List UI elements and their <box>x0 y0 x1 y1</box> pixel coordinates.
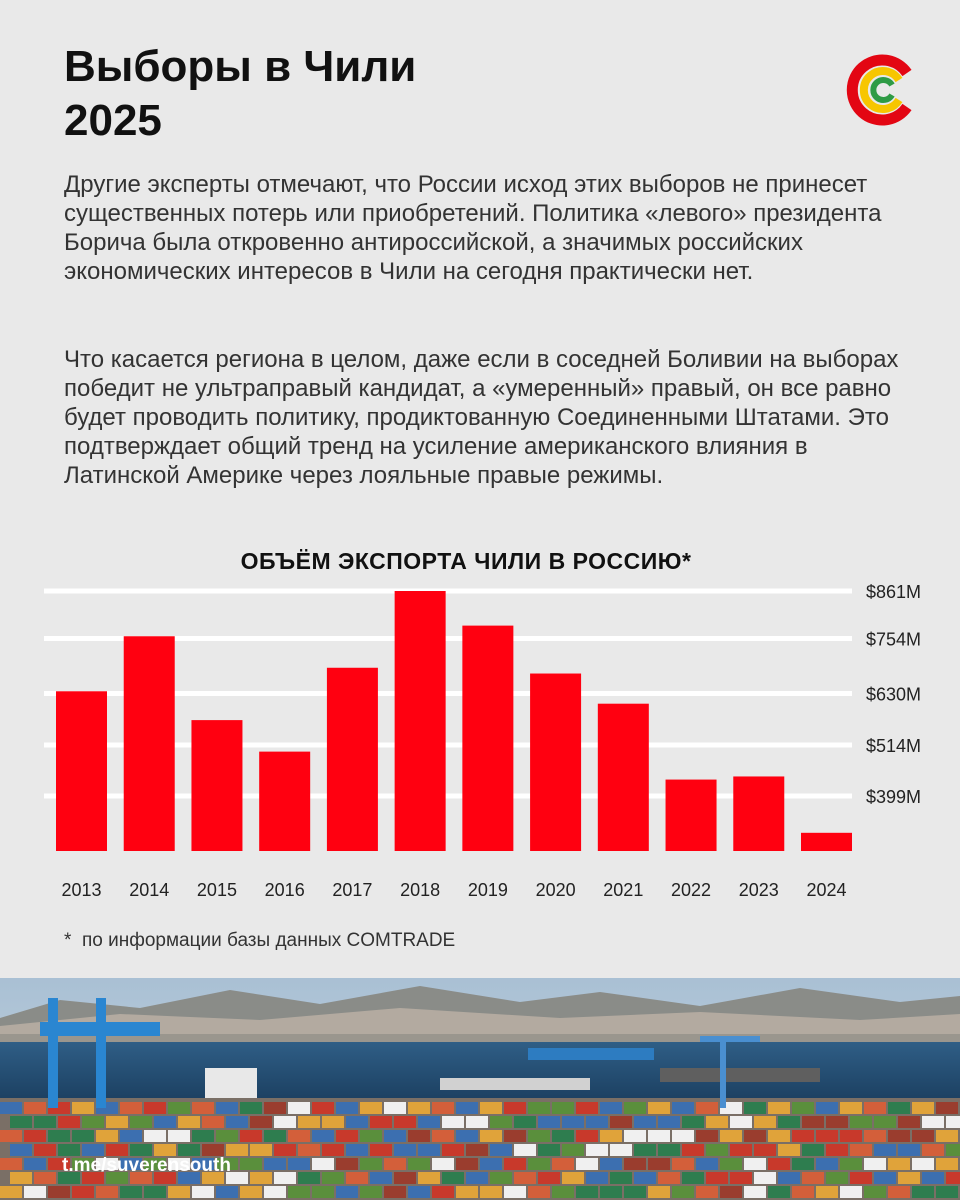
container-block <box>384 1186 406 1198</box>
container-block <box>418 1172 440 1184</box>
container-block <box>586 1116 608 1128</box>
container-block <box>178 1116 200 1128</box>
container-block <box>672 1102 694 1114</box>
container-block <box>754 1172 776 1184</box>
container-block <box>384 1130 406 1142</box>
container-block <box>912 1102 934 1114</box>
container-block <box>672 1158 694 1170</box>
container-block <box>840 1158 862 1170</box>
container-block <box>576 1130 598 1142</box>
container-block <box>720 1130 742 1142</box>
container-block <box>744 1186 766 1198</box>
container-block <box>850 1172 872 1184</box>
container-block <box>288 1130 310 1142</box>
container-block <box>634 1116 656 1128</box>
container-block <box>408 1186 430 1198</box>
container-block <box>792 1158 814 1170</box>
container-block <box>946 1144 960 1156</box>
container-block <box>432 1102 454 1114</box>
container-block <box>610 1172 632 1184</box>
container-block <box>370 1144 392 1156</box>
container-block <box>456 1102 478 1114</box>
container-block <box>562 1116 584 1128</box>
container-block <box>946 1172 960 1184</box>
container-block <box>538 1172 560 1184</box>
container-block <box>912 1186 934 1198</box>
container-block <box>120 1130 142 1142</box>
container-block <box>648 1186 670 1198</box>
container-block <box>336 1102 358 1114</box>
container-block <box>192 1130 214 1142</box>
container-block <box>528 1130 550 1142</box>
container-block <box>456 1186 478 1198</box>
container-block <box>346 1172 368 1184</box>
container-block <box>480 1102 502 1114</box>
container-block <box>552 1158 574 1170</box>
container-block <box>0 1186 22 1198</box>
container-block <box>34 1144 56 1156</box>
container-block <box>802 1116 824 1128</box>
container-block <box>72 1102 94 1114</box>
container-block <box>706 1172 728 1184</box>
container-block <box>168 1102 190 1114</box>
container-block <box>192 1186 214 1198</box>
container-block <box>360 1186 382 1198</box>
container-block <box>850 1116 872 1128</box>
container-block <box>888 1102 910 1114</box>
container-block <box>466 1172 488 1184</box>
container-block <box>610 1144 632 1156</box>
container-block <box>816 1130 838 1142</box>
container-block <box>744 1102 766 1114</box>
bar-2014 <box>124 636 175 851</box>
container-block <box>946 1116 960 1128</box>
container-block <box>48 1130 70 1142</box>
container-block <box>202 1116 224 1128</box>
container-block <box>466 1116 488 1128</box>
container-block <box>240 1102 262 1114</box>
y-tick-label: $861M <box>866 582 922 602</box>
container-block <box>432 1158 454 1170</box>
container-block <box>240 1130 262 1142</box>
x-tick-label-2017: 2017 <box>332 880 373 900</box>
container-block <box>504 1158 526 1170</box>
x-tick-label-2016: 2016 <box>264 880 305 900</box>
container-block <box>720 1186 742 1198</box>
container-block <box>442 1172 464 1184</box>
container-block <box>552 1102 574 1114</box>
container-block <box>864 1158 886 1170</box>
container-block <box>58 1116 80 1128</box>
container-block <box>394 1144 416 1156</box>
container-block <box>96 1186 118 1198</box>
container-block <box>10 1172 32 1184</box>
container-block <box>658 1172 680 1184</box>
x-tick-label-2013: 2013 <box>61 880 102 900</box>
container-block <box>264 1102 286 1114</box>
bar-2022 <box>666 780 717 851</box>
container-block <box>768 1130 790 1142</box>
container-block <box>226 1116 248 1128</box>
container-block <box>624 1130 646 1142</box>
container-block <box>840 1186 862 1198</box>
container-block <box>0 1130 22 1142</box>
container-block <box>922 1116 944 1128</box>
bar-2019 <box>462 626 513 851</box>
container-block <box>250 1144 272 1156</box>
container-block <box>48 1186 70 1198</box>
container-block <box>792 1130 814 1142</box>
container-block <box>322 1116 344 1128</box>
container-block <box>298 1116 320 1128</box>
container-block <box>610 1116 632 1128</box>
container-block <box>768 1186 790 1198</box>
container-block <box>576 1186 598 1198</box>
container-block <box>394 1116 416 1128</box>
container-block <box>24 1130 46 1142</box>
container-block <box>312 1102 334 1114</box>
container-block <box>480 1130 502 1142</box>
x-tick-label-2021: 2021 <box>603 880 644 900</box>
y-tick-label: $630M <box>866 684 922 705</box>
container-block <box>216 1130 238 1142</box>
telegram-handle: t.me/suverensouth <box>62 1155 231 1176</box>
container-block <box>250 1116 272 1128</box>
container-block <box>442 1144 464 1156</box>
bar-2015 <box>191 720 242 851</box>
container-block <box>538 1144 560 1156</box>
container-block <box>0 1102 22 1114</box>
container-block <box>888 1158 910 1170</box>
container-block <box>106 1116 128 1128</box>
container-block <box>384 1158 406 1170</box>
container-block <box>576 1102 598 1114</box>
container-block <box>240 1186 262 1198</box>
footnote-text: по информации базы данных COMTRADE <box>81 930 456 951</box>
brand-logo-icon <box>846 54 918 126</box>
container-block <box>648 1130 670 1142</box>
container-block <box>418 1144 440 1156</box>
container-block <box>144 1102 166 1114</box>
container-block <box>936 1186 958 1198</box>
container-block <box>850 1144 872 1156</box>
container-block <box>168 1130 190 1142</box>
container-block <box>504 1186 526 1198</box>
container-block <box>288 1186 310 1198</box>
container-block <box>154 1116 176 1128</box>
container-block <box>456 1130 478 1142</box>
container-block <box>754 1116 776 1128</box>
container-block <box>576 1158 598 1170</box>
container-block <box>168 1186 190 1198</box>
container-block <box>936 1130 958 1142</box>
container-block <box>696 1158 718 1170</box>
container-block <box>322 1144 344 1156</box>
container-block <box>514 1116 536 1128</box>
container-block <box>874 1116 896 1128</box>
x-tick-label-2022: 2022 <box>671 880 712 900</box>
container-block <box>0 1158 22 1170</box>
container-block <box>528 1186 550 1198</box>
container-block <box>264 1130 286 1142</box>
container-block <box>682 1172 704 1184</box>
footnote <box>64 930 455 952</box>
container-block <box>120 1186 142 1198</box>
container-block <box>336 1186 358 1198</box>
container-block <box>864 1130 886 1142</box>
container-block <box>490 1116 512 1128</box>
container-block <box>562 1172 584 1184</box>
container-block <box>682 1144 704 1156</box>
container-block <box>624 1102 646 1114</box>
container-block <box>816 1102 838 1114</box>
container-block <box>912 1130 934 1142</box>
container-block <box>624 1186 646 1198</box>
container-block <box>346 1116 368 1128</box>
container-block <box>312 1186 334 1198</box>
container-block <box>312 1130 334 1142</box>
container-block <box>816 1186 838 1198</box>
y-tick-label: $754M <box>866 629 922 650</box>
container-block <box>34 1172 56 1184</box>
container-block <box>552 1130 574 1142</box>
container-block <box>922 1144 944 1156</box>
container-block <box>216 1102 238 1114</box>
container-block <box>922 1172 944 1184</box>
container-block <box>658 1144 680 1156</box>
container-block <box>528 1158 550 1170</box>
container-block <box>634 1144 656 1156</box>
container-block <box>298 1144 320 1156</box>
export-bar-chart <box>0 580 960 910</box>
container-block <box>274 1116 296 1128</box>
bar-2024 <box>801 833 852 851</box>
container-block <box>384 1102 406 1114</box>
container-block <box>792 1102 814 1114</box>
container-block <box>144 1130 166 1142</box>
title-line-2: 2025 <box>64 96 162 145</box>
x-tick-label-2024: 2024 <box>806 880 847 900</box>
container-block <box>264 1186 286 1198</box>
container-block <box>216 1186 238 1198</box>
container-block <box>418 1116 440 1128</box>
container-block <box>514 1172 536 1184</box>
container-block <box>490 1144 512 1156</box>
container-block <box>490 1172 512 1184</box>
body-paragraph-1: Другие эксперты отмечают, что России исход этих выборов не принесет существенных потерь или приобретений. Политика «левого» президента Борича была откровенно антироссийской, а значимых российских экономических интересов в Чили на сегодня практически нет. <box>64 171 882 285</box>
page-title <box>64 40 416 148</box>
container-block <box>24 1186 46 1198</box>
container-block <box>120 1102 142 1114</box>
container-block <box>96 1130 118 1142</box>
container-block <box>528 1102 550 1114</box>
bar-2016 <box>259 752 310 851</box>
container-block <box>658 1116 680 1128</box>
container-block <box>456 1158 478 1170</box>
container-block <box>792 1186 814 1198</box>
container-block <box>504 1102 526 1114</box>
container-block <box>264 1158 286 1170</box>
container-block <box>754 1144 776 1156</box>
container-block <box>898 1172 920 1184</box>
container-block <box>274 1172 296 1184</box>
container-block <box>624 1158 646 1170</box>
container-block <box>768 1158 790 1170</box>
container-block <box>768 1102 790 1114</box>
container-block <box>730 1116 752 1128</box>
container-block <box>504 1130 526 1142</box>
container-block <box>874 1144 896 1156</box>
container-block <box>288 1158 310 1170</box>
container-block <box>514 1144 536 1156</box>
container-block <box>360 1130 382 1142</box>
container-block <box>600 1158 622 1170</box>
container-block <box>600 1102 622 1114</box>
container-block <box>34 1116 56 1128</box>
bar-2018 <box>395 591 446 851</box>
x-tick-label-2014: 2014 <box>129 880 170 900</box>
container-block <box>360 1102 382 1114</box>
bar-2023 <box>733 776 784 851</box>
container-block <box>346 1144 368 1156</box>
container-block <box>586 1172 608 1184</box>
chart-title: ОБЪЁМ ЭКСПОРТА ЧИЛИ В РОССИЮ* <box>240 548 692 574</box>
container-block <box>408 1158 430 1170</box>
container-block <box>936 1158 958 1170</box>
container-block <box>696 1130 718 1142</box>
container-block <box>466 1144 488 1156</box>
container-block <box>648 1158 670 1170</box>
container-block <box>336 1130 358 1142</box>
container-block <box>936 1102 958 1114</box>
container-block <box>600 1130 622 1142</box>
y-tick-label: $399M <box>866 786 922 807</box>
container-block <box>240 1158 262 1170</box>
body-paragraph-2: Что касается региона в целом, даже если в соседней Боливии на выборах победит не ультраправый кандидат, а «умеренный» правый, он все равно будет проводить политику, продиктованную Соединенными Штатами. Это подтверждает общий тренд на усиление американского влияния в Латинской Америке через лояльные правые режимы. <box>64 346 899 489</box>
container-block <box>298 1172 320 1184</box>
x-tick-label-2015: 2015 <box>196 880 237 900</box>
container-block <box>552 1186 574 1198</box>
container-block <box>480 1186 502 1198</box>
container-block <box>840 1102 862 1114</box>
container-block <box>826 1144 848 1156</box>
container-block <box>696 1186 718 1198</box>
footnote-marker: * <box>64 930 72 951</box>
title-line-1: Выборы в Чили <box>64 42 417 91</box>
container-block <box>802 1172 824 1184</box>
container-block <box>274 1144 296 1156</box>
x-tick-label-2023: 2023 <box>738 880 779 900</box>
container-block <box>826 1116 848 1128</box>
container-block <box>696 1102 718 1114</box>
container-block <box>888 1186 910 1198</box>
container-block <box>360 1158 382 1170</box>
container-block <box>72 1186 94 1198</box>
container-block <box>778 1144 800 1156</box>
container-block <box>130 1116 152 1128</box>
container-block <box>912 1158 934 1170</box>
container-block <box>288 1102 310 1114</box>
container-block <box>778 1172 800 1184</box>
x-tick-label-2020: 2020 <box>535 880 576 900</box>
container-block <box>394 1172 416 1184</box>
container-block <box>432 1186 454 1198</box>
container-block <box>322 1172 344 1184</box>
container-block <box>144 1186 166 1198</box>
bar-2017 <box>327 668 378 851</box>
container-block <box>408 1102 430 1114</box>
container-block <box>10 1144 32 1156</box>
container-block <box>888 1130 910 1142</box>
container-block <box>864 1102 886 1114</box>
x-tick-label-2018: 2018 <box>400 880 441 900</box>
container-block <box>370 1116 392 1128</box>
container-block <box>432 1130 454 1142</box>
container-block <box>442 1116 464 1128</box>
container-block <box>586 1144 608 1156</box>
container-block <box>706 1144 728 1156</box>
container-block <box>370 1172 392 1184</box>
container-block <box>826 1172 848 1184</box>
container-block <box>730 1172 752 1184</box>
container-block <box>648 1102 670 1114</box>
container-block <box>874 1172 896 1184</box>
container-block <box>408 1130 430 1142</box>
container-block <box>72 1130 94 1142</box>
bar-2021 <box>598 704 649 851</box>
container-block <box>898 1116 920 1128</box>
container-block <box>82 1116 104 1128</box>
y-tick-label: $514M <box>866 735 922 756</box>
container-block <box>744 1158 766 1170</box>
container-block <box>24 1102 46 1114</box>
container-block <box>778 1116 800 1128</box>
container-block <box>10 1116 32 1128</box>
container-block <box>336 1158 358 1170</box>
x-tick-label-2019: 2019 <box>467 880 508 900</box>
container-block <box>682 1116 704 1128</box>
container-block <box>538 1116 560 1128</box>
container-block <box>672 1130 694 1142</box>
container-block <box>672 1186 694 1198</box>
container-block <box>24 1158 46 1170</box>
bar-2020 <box>530 674 581 851</box>
container-block <box>720 1158 742 1170</box>
container-block <box>562 1144 584 1156</box>
container-block <box>864 1186 886 1198</box>
container-block <box>840 1130 862 1142</box>
container-block <box>816 1158 838 1170</box>
container-block <box>600 1186 622 1198</box>
container-block <box>312 1158 334 1170</box>
container-block <box>730 1144 752 1156</box>
bar-2013 <box>56 691 107 851</box>
container-block <box>802 1144 824 1156</box>
container-block <box>192 1102 214 1114</box>
container-block <box>250 1172 272 1184</box>
container-block <box>706 1116 728 1128</box>
container-block <box>898 1144 920 1156</box>
container-block <box>744 1130 766 1142</box>
container-block <box>634 1172 656 1184</box>
container-block <box>480 1158 502 1170</box>
